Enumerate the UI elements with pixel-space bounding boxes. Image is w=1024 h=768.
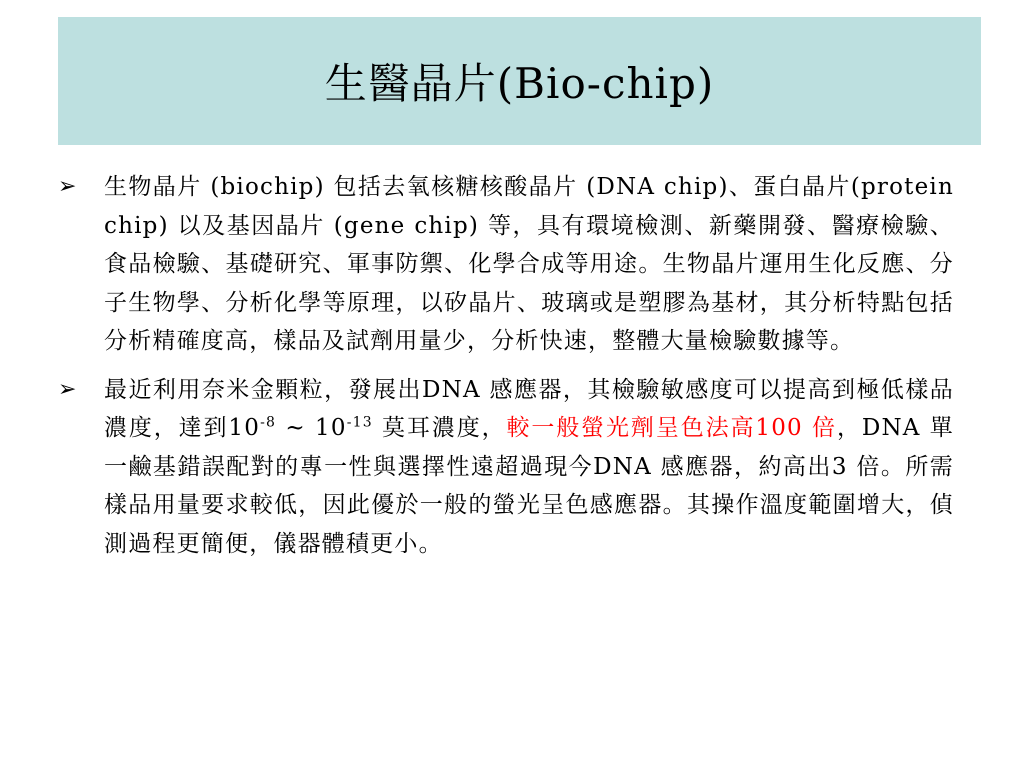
- sensor-text-part3: 莫耳濃度，: [372, 415, 507, 441]
- bullet-text-biochip: 生物晶片 (biochip) 包括去氧核糖核酸晶片 (DNA chip)、蛋白晶片(protein chip) 以及基因晶片 (gene chip) 等，具有環境檢測、新藥開發、醫療檢驗、食品檢驗、基礎研究、軍事防禦、化學合成等用途。生物晶片運用生化反應、分子生物學、分析化學等原理，以矽晶片、玻璃或是塑膠為基材，其分析特點包括分析精確度高，樣品及試劑用量少，分析快速，整體大量檢驗數據等。: [104, 174, 954, 354]
- bullet-item-dna-sensor: [58, 371, 958, 564]
- sensor-text-part4: ，DNA 單一鹼基錯誤配對的專一性與選擇性遠超過現今DNA 感應器，約高出3 倍。所需樣品用量要求較低，因此優於一般的螢光呈色感應器。其操作溫度範圍增大，偵測過程更簡便，儀器體積更小。: [104, 415, 955, 557]
- bullet-item-biochip: [58, 168, 958, 361]
- highlight-text: 較一般螢光劑呈色法高100 倍: [506, 415, 837, 441]
- slide-title: 生醫晶片(Bio-chip): [324, 59, 715, 108]
- arrow-bullet-icon: ➢: [58, 376, 77, 402]
- arrow-bullet-icon: ➢: [58, 174, 77, 199]
- exponent-1: -8: [260, 414, 277, 431]
- sensor-text-part2: ~ 10: [276, 415, 347, 441]
- exponent-2: -13: [346, 414, 373, 431]
- slide-content: [58, 168, 958, 573]
- title-banner: [58, 17, 981, 145]
- bullet-text-dna-sensor: [104, 371, 954, 564]
- sensor-text-part1: 最近利用奈米金顆粒，發展出DNA 感應器，其檢驗敏感度可以提高到極低樣品濃度，達到10: [104, 376, 954, 441]
